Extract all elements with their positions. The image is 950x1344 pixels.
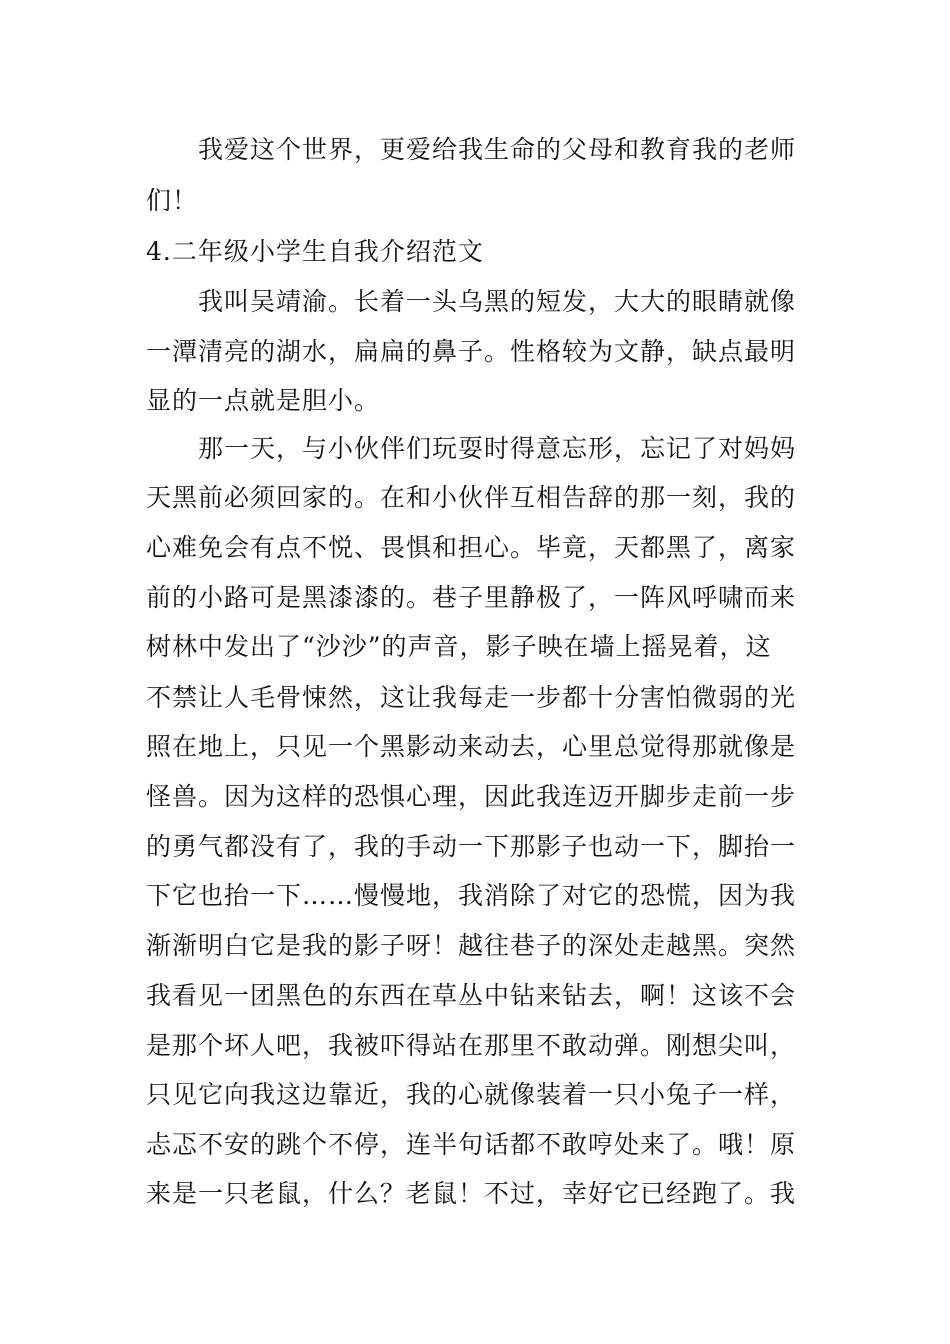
text-line: 们！ xyxy=(146,186,199,215)
text-line: 是那个坏人吧，我被吓得站在那里不敢动弹。刚想尖叫， xyxy=(146,1031,797,1060)
text-line: 忐忑不安的跳个不停，连半句话都不敢哼处来了。哦！原 xyxy=(146,1130,797,1159)
text-line: 不禁让人毛骨悚然，这让我每走一步都十分害怕微弱的光 xyxy=(146,683,797,712)
section-heading: 4.二年级小学生自我介绍范文 xyxy=(146,237,484,266)
text-line: 下它也抬一下……慢慢地，我消除了对它的恐慌，因为我 xyxy=(146,881,797,910)
text-line: 只见它向我这边靠近，我的心就像装着一只小兔子一样， xyxy=(146,1080,797,1109)
text-line: 显的一点就是胆小。 xyxy=(146,386,381,415)
text-line: 怪兽。因为这样的恐惧心理，因此我连迈开脚步走前一步 xyxy=(146,782,797,811)
text-line: 我叫吴靖渝。长着一头乌黑的短发，大大的眼睛就像 xyxy=(146,287,797,316)
text-line: 前的小路可是黑漆漆的。巷子里静极了，一阵风呼啸而来 xyxy=(146,583,797,612)
text-line: 我看见一团黑色的东西在草丛中钻来钻去，啊！这该不会 xyxy=(146,981,797,1010)
text-line: 树林中发出了“沙沙”的声音，影子映在墙上摇晃着，这 xyxy=(146,632,772,661)
text-line: 一潭清亮的湖水，扁扁的鼻子。性格较为文静，缺点最明 xyxy=(146,337,797,366)
text-line: 来是一只老鼠，什么？老鼠！不过，幸好它已经跑了。我 xyxy=(146,1179,797,1208)
text-line: 渐渐明白它是我的影子呀！越往巷子的深处走越黑。突然 xyxy=(146,931,797,960)
text-line: 天黑前必须回家的。在和小伙伴互相告辞的那一刻，我的 xyxy=(146,483,797,512)
text-line: 我爱这个世界，更爱给我生命的父母和教育我的老师 xyxy=(146,135,797,164)
text-line: 心难免会有点不悦、畏惧和担心。毕竟，天都黑了，离家 xyxy=(146,533,797,562)
text-line: 那一天，与小伙伴们玩耍时得意忘形，忘记了对妈妈 xyxy=(146,434,797,463)
text-line: 的勇气都没有了，我的手动一下那影子也动一下，脚抬一 xyxy=(146,832,797,861)
text-line: 照在地上，只见一个黑影动来动去，心里总觉得那就像是 xyxy=(146,732,797,761)
